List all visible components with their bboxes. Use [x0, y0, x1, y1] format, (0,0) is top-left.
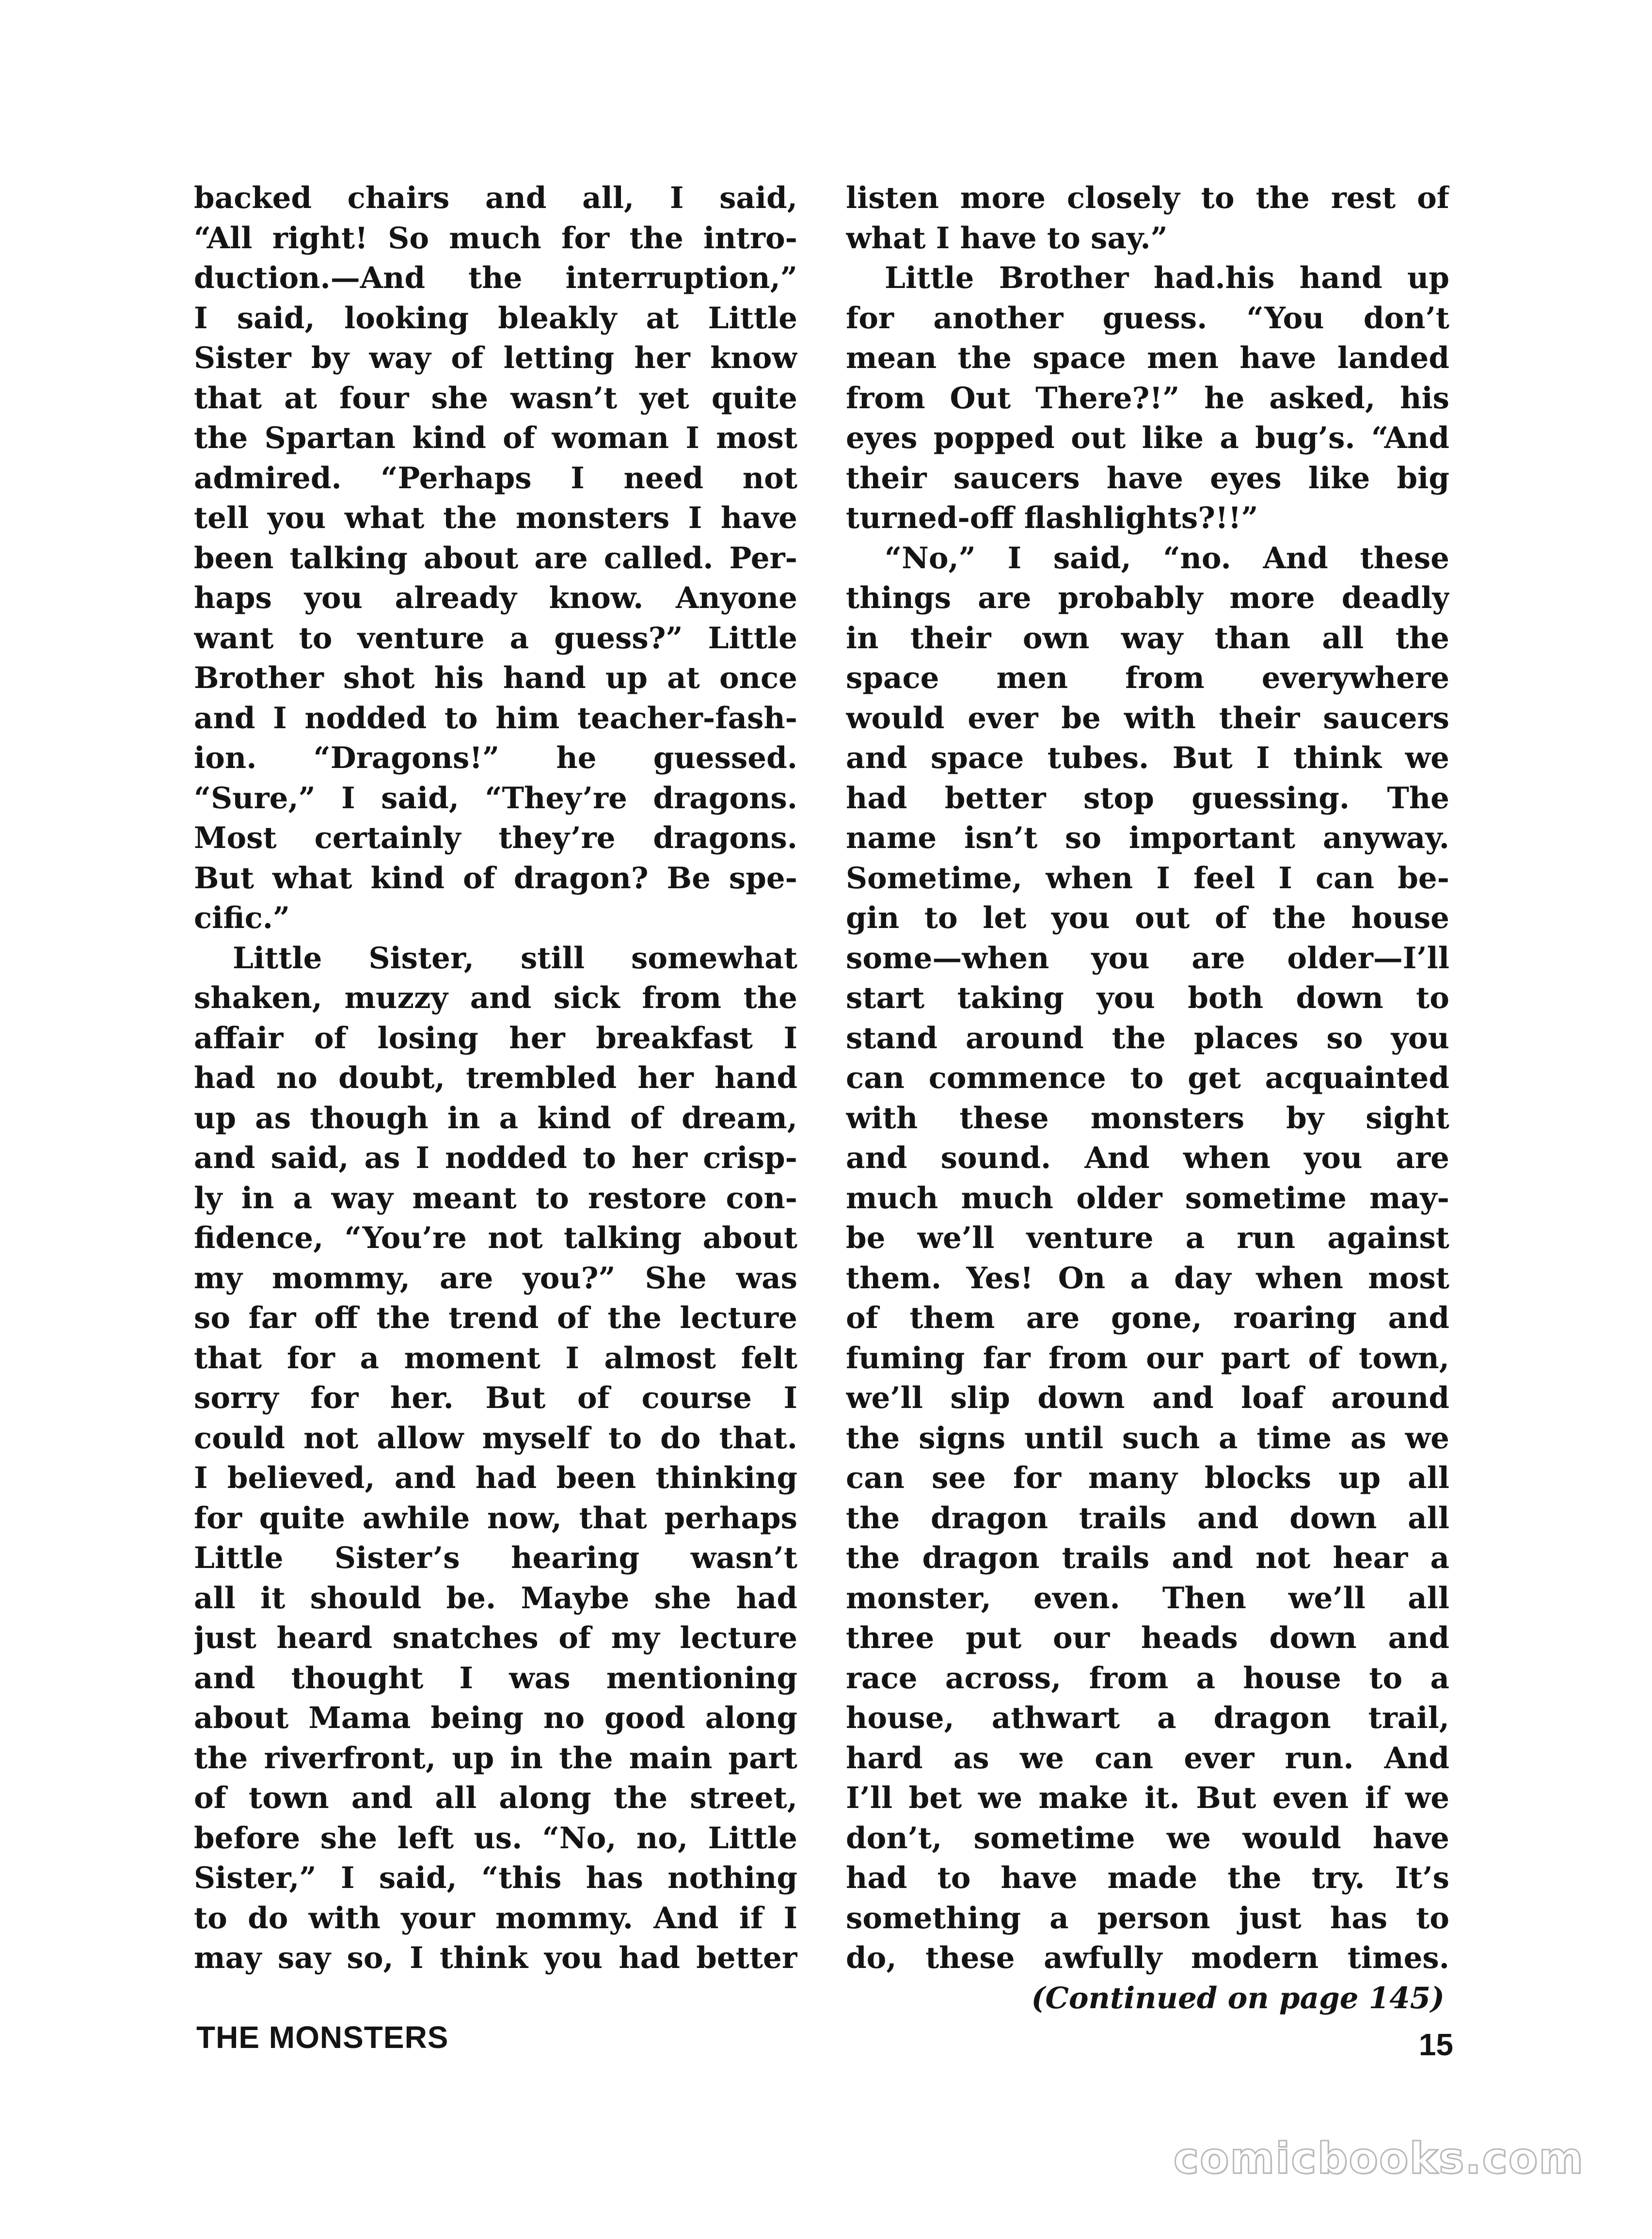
- text-line: I said, looking bleakly at Little: [194, 301, 797, 336]
- text-line: stand around the places so you: [846, 1021, 1449, 1056]
- text-line: duction.—And the interruption,”: [194, 261, 797, 295]
- text-line: so far off the trend of the lecture: [194, 1301, 797, 1335]
- text-line: all it should be. Maybe she had: [194, 1581, 797, 1615]
- text-line: had no doubt, trembled her hand: [194, 1061, 797, 1095]
- running-footer-title: THE MONSTERS: [196, 2020, 449, 2055]
- text-line: can commence to get acquainted: [846, 1061, 1449, 1095]
- text-line: for quite awhile now, that perhaps: [194, 1501, 797, 1535]
- text-line: may say so, I think you had better: [194, 1941, 797, 1975]
- text-line: for another guess. “You don’t: [846, 301, 1449, 336]
- text-line: affair of losing her breakfast I: [194, 1021, 797, 1056]
- text-line: haps you already know. Anyone: [194, 581, 797, 615]
- text-line: that for a moment I almost felt: [194, 1341, 797, 1375]
- text-line: the signs until such a time as we: [846, 1421, 1449, 1455]
- text-line: of them are gone, roaring and: [846, 1301, 1449, 1335]
- page-number: 15: [1418, 2027, 1453, 2062]
- text-line: been talking about are called. Per-: [194, 541, 797, 576]
- text-line: house, athwart a dragon trail,: [846, 1701, 1449, 1735]
- text-line: with these monsters by sight: [846, 1101, 1449, 1135]
- text-line: mean the space men have landed: [846, 341, 1449, 375]
- text-line: But what kind of dragon? Be spe-: [194, 861, 797, 896]
- text-line: Brother shot his hand up at once: [194, 661, 797, 695]
- text-line: and space tubes. But I think we: [846, 741, 1449, 775]
- text-line: my mommy, are you?” She was: [194, 1261, 797, 1295]
- text-line: I believed, and had been thinking: [194, 1461, 797, 1495]
- text-line: race across, from a house to a: [846, 1661, 1449, 1695]
- text-line: gin to let you out of the house: [846, 901, 1449, 935]
- text-line: Little Sister’s hearing wasn’t: [194, 1541, 797, 1575]
- text-line: three put our heads down and: [846, 1621, 1449, 1655]
- text-line: Little Sister, still somewhat: [233, 941, 797, 976]
- text-line: sorry for her. But of course I: [194, 1381, 797, 1415]
- text-line: listen more closely to the rest of: [846, 181, 1449, 215]
- text-line: I’ll bet we make it. But even if we: [846, 1781, 1449, 1815]
- text-line: just heard snatches of my lecture: [194, 1621, 797, 1655]
- text-line: the dragon trails and down all: [846, 1501, 1449, 1535]
- text-line: and thought I was mentioning: [194, 1661, 797, 1695]
- text-line: of town and all along the street,: [194, 1781, 797, 1815]
- text-line: what I have to say.”: [846, 221, 1168, 256]
- text-line: something a person just has to: [846, 1901, 1449, 1935]
- text-line: hard as we can ever run. And: [846, 1741, 1449, 1775]
- text-line: be we’ll venture a run against: [846, 1221, 1449, 1255]
- text-line: fidence, “You’re not talking about: [194, 1221, 797, 1255]
- text-line: space men from everywhere: [846, 661, 1449, 695]
- right-text-column: [846, 178, 1449, 2018]
- text-line: ly in a way meant to restore con-: [194, 1181, 797, 1215]
- text-line: to do with your mommy. And if I: [194, 1901, 797, 1935]
- text-line: in their own way than all the: [846, 621, 1449, 656]
- left-text-column: [194, 178, 797, 1979]
- text-line: shaken, muzzy and sick from the: [194, 981, 797, 1015]
- text-line: Sister,” I said, “this has nothing: [194, 1861, 797, 1895]
- text-line: from Out There?!” he asked, his: [846, 381, 1449, 416]
- text-line: the riverfront, up in the main part: [194, 1741, 797, 1775]
- text-line: Most certainly they’re dragons.: [194, 821, 797, 855]
- text-line: up as though in a kind of dream,: [194, 1101, 797, 1135]
- text-line: them. Yes! On a day when most: [846, 1261, 1449, 1295]
- text-line: that at four she wasn’t yet quite: [194, 381, 797, 416]
- text-line: tell you what the monsters I have: [194, 501, 797, 535]
- continued-note: (Continued on page 145): [1031, 1981, 1445, 2015]
- text-line: and said, as I nodded to her crisp-: [194, 1141, 797, 1175]
- text-line: monster, even. Then we’ll all: [846, 1581, 1449, 1615]
- text-line: name isn’t so important anyway.: [846, 821, 1449, 855]
- text-line: backed chairs and all, I said,: [194, 181, 797, 215]
- text-line: ion. “Dragons!” he guessed.: [194, 741, 797, 775]
- text-line: fuming far from our part of town,: [846, 1341, 1449, 1375]
- text-line: do, these awfully modern times.: [846, 1941, 1449, 1975]
- text-line: and I nodded to him teacher-fash-: [194, 701, 797, 736]
- text-line: “Sure,” I said, “They’re dragons.: [194, 781, 797, 816]
- watermark-logo: comicbooks.com: [1173, 2133, 1584, 2183]
- text-line: some—when you are older—I’ll: [846, 941, 1449, 976]
- text-line: about Mama being no good along: [194, 1701, 797, 1735]
- text-line: “No,” I said, “no. And these: [885, 541, 1449, 576]
- text-line: Sometime, when I feel I can be-: [846, 861, 1449, 896]
- text-line: the Spartan kind of woman I most: [194, 421, 797, 455]
- text-line: start taking you both down to: [846, 981, 1449, 1015]
- text-line: their saucers have eyes like big: [846, 461, 1449, 496]
- text-line: had better stop guessing. The: [846, 781, 1449, 816]
- text-line: cific.”: [194, 901, 290, 935]
- text-line: before she left us. “No, no, Little: [194, 1821, 797, 1855]
- text-line: want to venture a guess?” Little: [194, 621, 797, 656]
- text-line: Little Brother had.his hand up: [885, 261, 1449, 295]
- text-line: don’t, sometime we would have: [846, 1821, 1449, 1855]
- text-line: could not allow myself to do that.: [194, 1421, 797, 1455]
- text-line: we’ll slip down and loaf around: [846, 1381, 1449, 1415]
- text-line: would ever be with their saucers: [846, 701, 1449, 736]
- text-line: admired. “Perhaps I need not: [194, 461, 797, 496]
- text-line: turned-off flashlights?!!”: [846, 501, 1258, 535]
- text-line: things are probably more deadly: [846, 581, 1449, 615]
- text-line: “All right! So much for the intro-: [194, 221, 797, 256]
- text-line: and sound. And when you are: [846, 1141, 1449, 1175]
- text-line: eyes popped out like a bug’s. “And: [846, 421, 1449, 455]
- text-line: the dragon trails and not hear a: [846, 1541, 1449, 1575]
- text-line: had to have made the try. It’s: [846, 1861, 1449, 1895]
- text-line: Sister by way of letting her know: [194, 341, 797, 375]
- text-line: can see for many blocks up all: [846, 1461, 1449, 1495]
- text-line: much much older sometime may-: [846, 1181, 1449, 1215]
